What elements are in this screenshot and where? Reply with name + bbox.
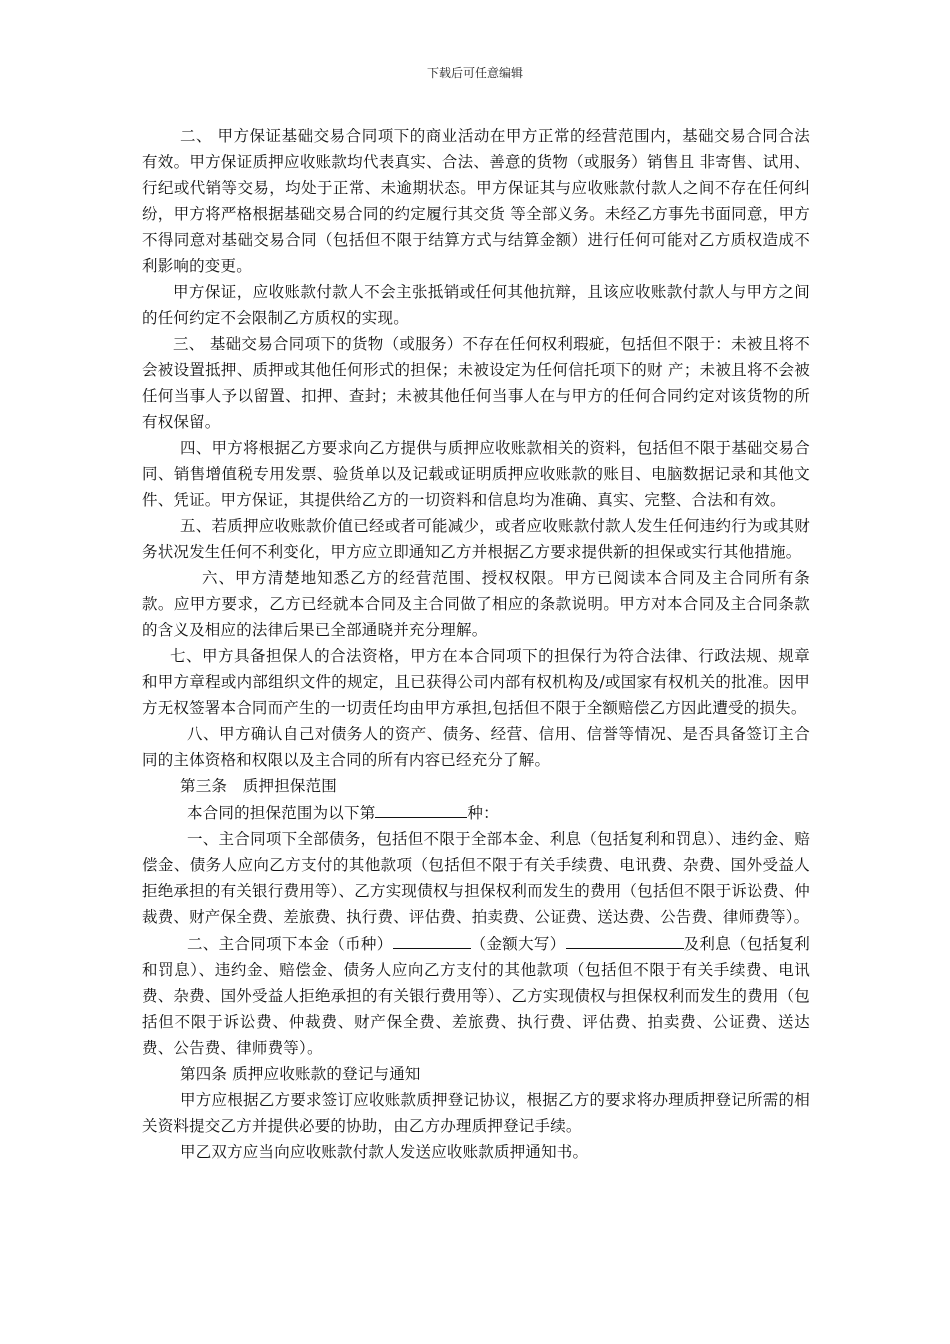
article-4-title: 第四条 质押应收账款的登记与通知 — [180, 1065, 421, 1083]
scope-option-2-rest: 及利息（包括复利和罚息）、违约金、赔偿金、债务人应向乙方支付的其他款项（包括但不限于有关手续费、电讯费、杂费、国外受益人拒绝承担的有关银行费用等）、乙方实现债权与担保权利而发生的费用（包括但不限于诉讼费、仲裁费、财产保全费、差旅费、执行费、评估费、拍卖费、公证费、送达费、公告费、律师费等）。 — [142, 935, 810, 1057]
scope-option-1: 一、主合同项下全部债务，包括但不限于全部本金、利息（包括复利和罚息）、违约金、赔偿金、债务人应向乙方支付的其他款项（包括但不限于有关手续费、电讯费、杂费、国外受益人拒绝承担的有关银行费用等）、乙方实现债权与担保权利而发生的费用（包括但不限于诉讼费、仲裁费、财产保全费、差旅费、执行费、评估费、拍卖费、公证费、送达费、公告费、律师费等）。 — [142, 830, 810, 926]
article-4-registration: 甲方应根据乙方要求签订应收账款质押登记协议，根据乙方的要求将办理质押登记所需的相关资料提交乙方并提供必要的协助，由乙方办理质押登记手续。 — [142, 1091, 810, 1135]
currency-blank[interactable] — [393, 930, 471, 949]
clause-4: 四、甲方将根据乙方要求向乙方提供与质押应收账款相关的资料，包括但不限于基础交易合同、销售增值税专用发票、验货单以及记载或证明质押应收账款的账目、电脑数据记录和其他文件、凭证。甲方保证，其提供给乙方的一切资料和信息均为准确、真实、完整、合法和有效。 — [142, 439, 810, 509]
clause-8: 八、甲方确认自己对债务人的资产、债务、经营、信用、信誉等情况、是否具备签订主合同的主体资格和权限以及主合同的所有内容已经充分了解。 — [142, 725, 810, 769]
clause-7: 七、甲方具备担保人的合法资格，甲方在本合同项下的担保行为符合法律、行政法规、规章和甲方章程或内部组织文件的规定，且已获得公司内部有权机构及/或国家有权机关的批准。因甲方无权签署本合同而产生的一切责任均由甲方承担,包括但不限于全额赔偿乙方因此遭受的损失。 — [142, 647, 810, 717]
clause-5: 五、若质押应收账款价值已经或者可能减少，或者应收账款付款人发生任何违约行为或其财务状况发生任何不利变化，甲方应立即通知乙方并根据乙方要求提供新的担保或实行其他措施。 — [142, 517, 810, 561]
clause-6: 六、甲方清楚地知悉乙方的经营范围、授权权限。甲方已阅读本合同及主合同所有条款。应甲方要求，乙方已经就本合同及主合同做了相应的条款说明。甲方对本合同及主合同条款的含义及相应的法律后果已全部通晓并充分理解。 — [142, 569, 810, 639]
clause-2: 二、 甲方保证基础交易合同项下的商业活动在甲方正常的经营范围内，基础交易合同合法有效。甲方保证质押应收账款均代表真实、合法、善意的货物（或服务）销售且 非寄售、试用、行纪或代销等交易，均处于正常、未逾期状态。甲方保证其与应收账款付款人之间不存在任何纠纷，甲方将严格根据基础交易合同的约定履行其交货 等全部义务。未经乙方事先书面同意，甲方不得同意对基础交易合同（包括但不限于结算方式与结算金额）进行任何可能对乙方质权造成不利影响的变更。 — [142, 127, 810, 275]
amount-label: （金额大写） — [470, 935, 566, 953]
article-3-title: 第三条 质押担保范围 — [180, 777, 338, 795]
contract-body — [142, 123, 810, 1165]
page-header: 下载后可任意编辑 — [426, 66, 523, 80]
article-4-notice: 甲乙双方应当向应收账款付款人发送应收账款质押通知书。 — [180, 1143, 589, 1161]
scope-option-2-prefix: 二、主合同项下本金（币种） — [187, 935, 393, 953]
scope-option-2 — [142, 930, 810, 1061]
clause-3: 三、 基础交易合同项下的货物（或服务）不存在任何权利瑕疵，包括但不限于：未被且将不会被设置抵押、质押或其他任何形式的担保；未被设定为任何信托项下的财 产；未被且将不会被任何当事人予以留置、扣押、查封；未被其他任何当事人在与甲方的任何合同约定对该货物的所有权保留。 — [142, 335, 810, 431]
article-3-intro — [142, 799, 810, 826]
article-3-intro-text: 本合同的担保范围为以下第 — [187, 804, 376, 822]
article-3-intro-suffix: 种： — [467, 804, 499, 822]
scope-choice-blank[interactable] — [375, 799, 467, 818]
clause-2-guarantee: 甲方保证，应收账款付款人不会主张抵销或任何其他抗辩，且该应收账款付款人与甲方之间的任何约定不会限制乙方质权的实现。 — [142, 283, 810, 327]
amount-blank[interactable] — [566, 930, 684, 949]
